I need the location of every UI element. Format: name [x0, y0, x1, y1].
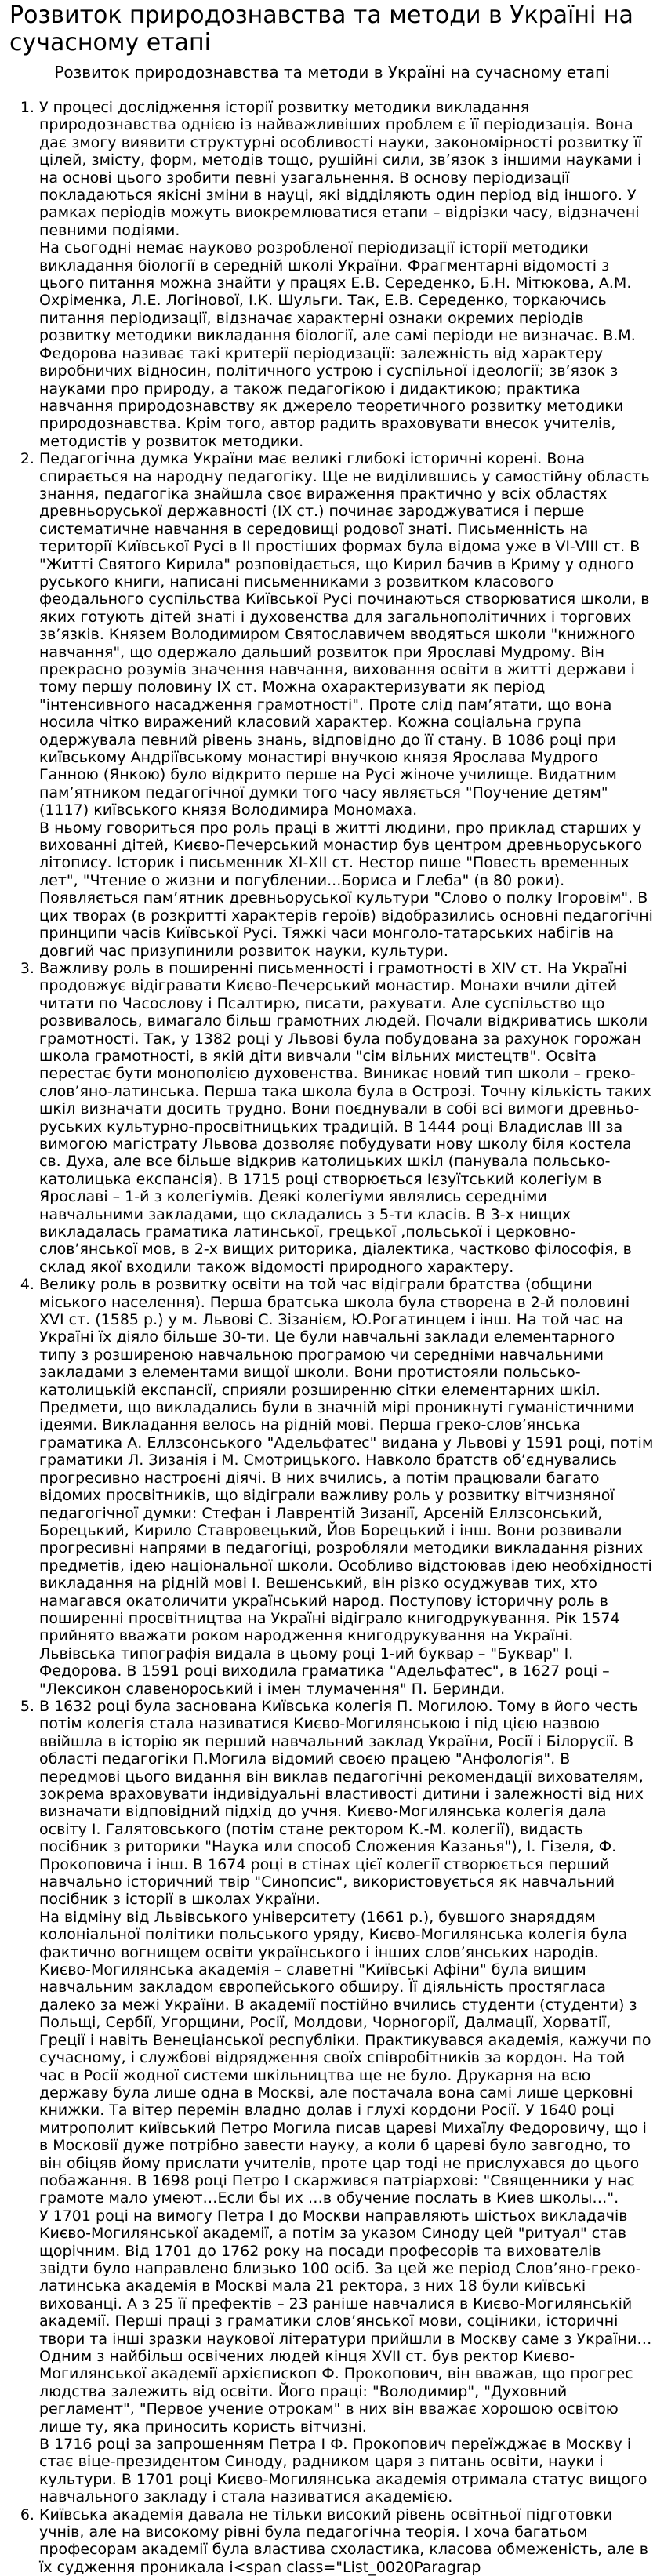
list-item: 1. У процесі дослідження історії розвитку методики викладання природознавства однією із найважливіших проблем є її періодизація. Вона дає змогу виявити структурні особливості науки, закономірності розвитку її цілей, змісту, форм, методів тощо, рушійні сили, зв’язок з іншими науками і на основі цього зробити певні узагальнення. В основу періодизації покладаються якісні зміни в науці, які відділяють один період від іншого. У рамках періодів можуть виокремлюватися етапи – відрізки часу, відзначені певними подіями.: [39, 99, 655, 239]
list-item: 2. Педагогічна думка України має великі глибокі історичні корені. Вона спирається на народну педагогіку. Ще не виділившись у самостійну область знання, педагогіка знайшла своє вираження практично у всіх областях древньоруської державності (IX ст.) починає зароджуватися і перше систематичне навчання в середовищі родової знаті. Письменність на території Київської Русі в ІІ простіших формах була відома уже в VІ-VІІІ ст. В "Житті Святого Кирила" розповідається, що Кирил бачив в Криму у одного руського книги, написані письменниками з розвитком класового феодального суспільства Київської Русі починаються створюватися школи, в яких готують дітей знаті і духовенства для загальнополітичних і торгових зв’язків. Князем Володимиром Святославичем вводяться школи "книжного навчання", що одержало дальший розвиток при Ярославі Мудрому. Він прекрасно розумів значення навчання, виховання освіти в житті держави і тому першу половину ІХ ст. Можна охарактеризувати як період "інтенсивного насадження грамотності". Проте слід пам’ятати, що вона носила чітко виражений класовий характер. Кожна соціальна група одержувала певний рівень знань, відповідно до її стану. В 1086 році при київському Андріївському монастирі внучкою князя Ярослава Мудрого Ганною (Янкою) було відкрито перше на Русі жіноче училище. Видатним пам’ятником педагогічної думки того часу являється "Поучение детям" (1117) київського князя Володимира Мономаха.: [39, 450, 655, 819]
document-title: Розвиток природознавства та методи в Україні на сучасному етапі: [9, 2, 633, 56]
paragraph: Одним з найбільш освічених людей кінця ХVІІ ст. був ректор Києво-Могилянської академії архієпископ Ф. Прокопович, він вважав, що прогрес людства залежить від освіти. Його праці: "Володимир", "Духовний регламент", "Первое учение отрокам" в них він вважає хорошою освітою лише ту, яка приносить користь вітчизні.: [39, 2348, 633, 2436]
numbered-list: [9, 99, 655, 239]
numbered-list: [9, 2506, 655, 2576]
paragraph: У 1701 році на вимогу Петра І до Москви направляють шістьох викладачів Києво-Могилянської академії, а потім за указом Синоду цей "ритуал" став щорічним. Від 1701 до 1762 року на посади професорів та вихователів звідти було направлено близько 100 осіб. За цей же період Слов’яно-греко-латинська академія в Москві мала 21 ректора, з них 18 були київські вихованці. А з 25 її префектів – 23 раніше навчалися в Києво-Могилянській академії. Перші праці з граматики слов’янської мови, соціники, історичні твори та інші зразки наукової літератури прийшли в Москву саме з України…: [39, 2207, 652, 2348]
list-item: 4. Велику роль в розвитку освіти на той час відіграли братства (общини міського населення). Перша братська школа була створена в 2-й половині ХVІ ст. (1585 р.) у м. Львові С. Зізанієм, Ю.Рогатинцем і інш. На той час на Україні їх діяло більше 30-ти. Це були навчальні заклади елементарного типу з розширеною навчальною програмою чи середніми навчальними закладами з елементами вищої школи. Вони протистояли польсько-католицькій експансії, сприяли розширенню сітки елементарних шкіл. Предмети, що викладались були в значній мірі проникнуті гуманістичними ідеями. Викладання велось на рідній мові. Перша греко-слов’янська граматика А. Еллзсонського "Адельфатес" видана у Львові у 1591 році, потім граматики Л. Зизанія і М. Смотрицького. Навколо братств об’єднувались прогресивно настроєні діячі. В них вчились, а потім працювали багато відомих просвітників, що відіграли важливу роль у розвитку вітчизняної педагогічної думки: Стефан і Лаврентій Зизанії, Арсеній Еллзсонський, Борецький, Кирило Ставровецький, Йов Борецький і інш. Вони розвивали прогресивні напрями в педагогіці, розробляли методики викладання різних предметів, ідею національної школи. Особливо відстоював ідею необхідності викладання на рідній мові І. Вешенський, він різко осуджував тих, хто намагався окатоличити український народ. Поступову історичну роль в поширенні просвітництва на Україні відіграло книгодрукування. Рік 1574 прийнято вважати роком народження книгодрукування на Україні. Львівська типографія видала в цьому році 1-ий буквар – "Буквар" І. Федорова. В 1591 році виходила граматика "Адельфатес", в 1627 році – "Лексикон славенороський і імен тлумачення" П. Беринди.: [39, 1276, 655, 1698]
list-item: 5. В 1632 році була заснована Київська колегія П. Могилою. Тому в його честь потім колегія стала називатися Києво-Могилянською і під цією назвою ввійшла в історію як перший навчальний заклад України, Росії і Білорусії. В області педагогіки П.Могила відомий своєю працею "Анфологія". В передмові цього видання він виклав педагогічні рекомендації вихователям, зокрема враховувати індивідуальні властивості дитини і залежності від них визначати відповідний підхід до учня. Києво-Могилянська колегія дала освіту І. Галятовського (потім стане ректором К.-М. колегії), видасть посібник з риторики "Наука или способ Сложения Казанья"), І. Гізеля, Ф. Прокоповича і інш. В 1674 році в стінах цієї колегії створюється перший навчально історичний твір "Синопсис", використовується як навчальний посібник з історії в школах України.: [39, 1698, 655, 1909]
document-subtitle: Розвиток природознавства та методи в Україні на сучасному етапі: [54, 63, 610, 82]
paragraph: В ньому говориться про роль праці в житті людини, про приклад старших у вихованні дітей, Києво-Печерський монастир був центром древньоруського літопису. Історик і письменник ХІ-ХІІ ст. Нестор пише "Повесть временных лет", "Чтение о жизни и погублении...Бориса и Глеба" (в 80 роки). Появляється пам’ятник древньоруської культури "Слово о полку Ігоровім". В цих творах (в розкритті характерів героїв) відобразились основні педагогічні принципи часів Київської Русі. Тяжкі часи монголо-татарських набігів на довгий час призупинили розвиток науки, культури.: [39, 819, 653, 960]
paragraph: На відміну від Львівського університету (1661 р.), бувшого знаряддям колоніальної політики польського уряду, Києво-Могилянська колегія була фактично вогнищем освіти українського і інших слов’янських народів. Києво-Могилянська академія – славетні "Київські Афіни" була вищим навчальним закладом європейського обширу. Її діяльність простягласа далеко за межі України. В академії постійно вчились студенти (студенти) з Польщі, Сербії, Угорщини, Росії, Молдови, Чорногорії, Далмації, Хорватії, Греції і навіть Венеціанської республіки. Практикувався академія, кажучи по сучасному, і службові відрядження своїх співробітників за кордон. На той час в Росії жодної системи шкільництва ще не було. Друкарня на всю державу була лише одна в Москві, але постачала вона самі лише церковні книжки. Та вітер перемін владно долав і глухі кордони Росії. У 1640 році митрополит київський Петро Могила писав цареві Михаїлу Федоровичу, що і в Московії дуже потрібно завести науку, а коли б цареві було завгодно, то він обіцяв йому прислати учителів, проте цар тоді не прислухався до цього побажання. В 1698 році Петро І скаржився патріархові: "Священники у нас грамоте мало умеют…Если бы их …в обучение послать в Киев школы…".: [39, 1908, 651, 2207]
list-item: 6. Київська академія давала не тільки високий рівень освітньої підготовки учнів, але на високому рівні була педагогічна теорія. І хоча багатьом професорам академії була властива схоластика, класова обмеженість, але в їх судження проникала і<span class="List_0020Paragrap: [39, 2506, 655, 2576]
list-item: 3. Важливу роль в поширенні письменності і грамотності в ХІV ст. На Україні продовжує відігравати Києво-Печерський монастир. Монахи вчили дітей читати по Часослову і Псалтирю, писати, рахувати. Але суспільство що розвивалось, вимагало більш грамотних людей. Почали відкриватись школи грамотності. Так, у 1382 році у Львові була побудована за рахунок горожан школа грамотності, в якій діти вивчали "сім вільних мистецтв". Освіта перестає бути монополією духовенства. Виникає новий тип школи – греко-слов’яно-латинська. Перша така школа була в Острозі. Точну кількість таких шкіл визначати досить трудно. Вони поєднували в собі всі вимоги древньо-руських культурно-просвітницьких традицій. В 1444 році Владислав ІІІ за вимогою магістрату Львова дозволяє побудувати нову школу біля костела св. Духа, але все більше відкрив католицьких шкіл (панувала польсько-католицька експансія). В 1715 році створюється Ієзуїтський колегіум в Ярославі – 1-й з колегіумів. Деякі колегіуми являлись середніми навчальними закладами, що складались з 5-ти класів. В 3-х нищих викладалась граматика латинської, грецької ,польської і церковно-слов’янської мов, в 2-х вищих риторика, діалектика, частково філософія, в склад якої входили також відомості природного характеру.: [39, 960, 655, 1276]
paragraph: На сьогодні немає науково розробленої періодизації історії методики викладання біології в середній школі України. Фрагментарні відомості з цього питання можна знайти у працях Е.В. Середенко, Б.Н. Мітюкова, А.М. Охріменка, Л.Е. Логінової, І.К. Шульги. Так, Е.В. Середенко, торкаючись питання періодизації, відзначає характерні ознаки окремих періодів розвитку методики викладання біології, але самі періоди не визначає. В.М. Федорова називає такі критерії періодизації: залежність від характеру виробничих відносин, політичного устрою і суспільної ідеології; зв’язок з науками про природу, а також педагогікою і дидактикою; практика навчання природознавству як джерело теоретичного розвитку методики природознавства. Крім того, автор радить враховувати внесок учителів, методистів у розвиток методики.: [39, 239, 636, 450]
numbered-list: [9, 450, 655, 819]
numbered-list: [9, 960, 655, 1909]
paragraph: В 1716 році за запрошенням Петра І Ф. Прокопович переїжджає в Москву і стає віце-президентом Синоду, радником царя з питань освіти, науки і культури. В 1701 році Києво-Могилянська академія отримала статус вищого навчального закладу і стала називатися академією.: [39, 2436, 648, 2506]
